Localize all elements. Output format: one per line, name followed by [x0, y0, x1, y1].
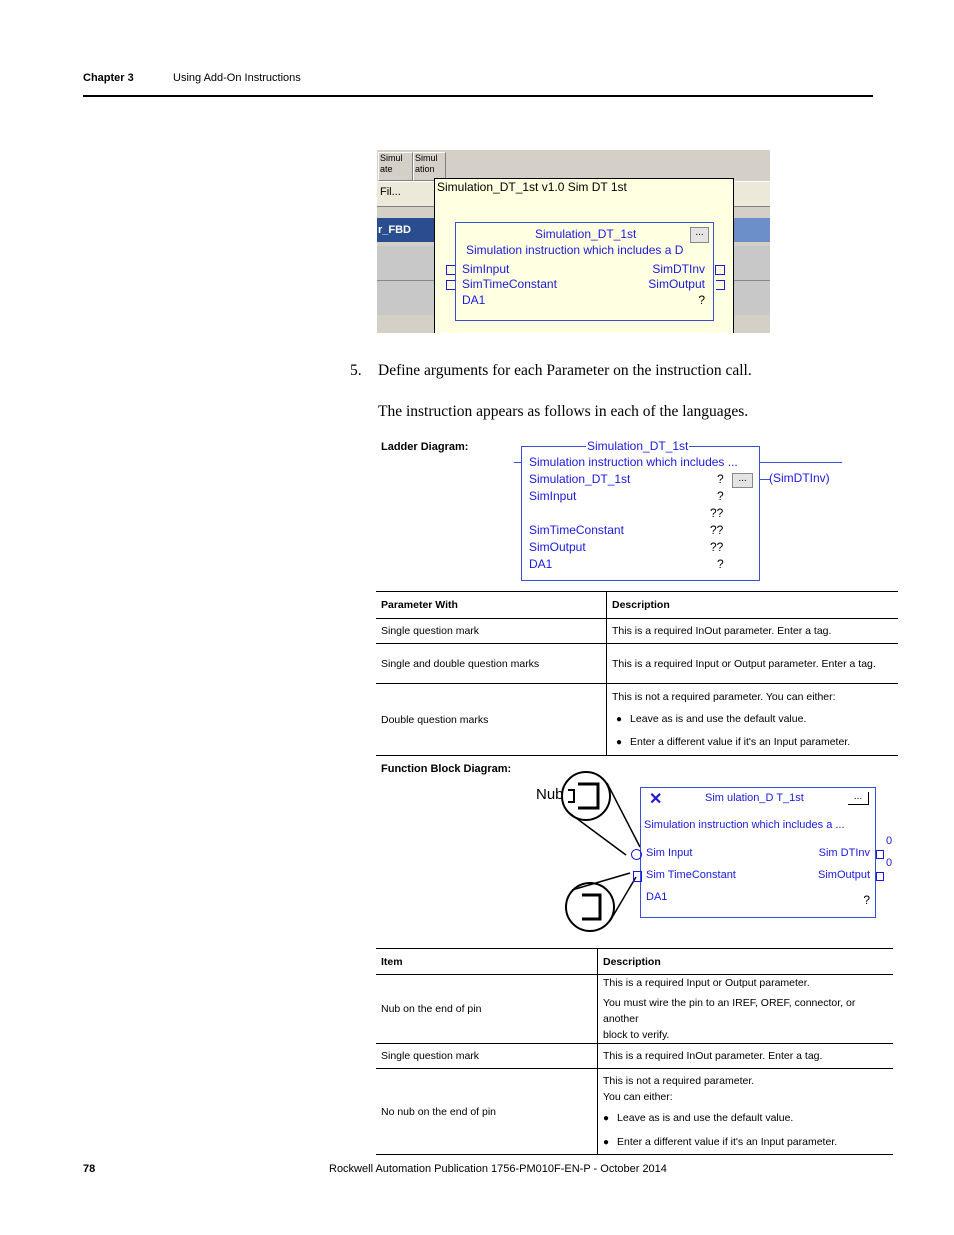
- ladder-row-val: ??: [710, 523, 724, 537]
- cell-line: You can either:: [603, 1090, 673, 1103]
- ladder-row-name: SimTimeConstant: [529, 523, 624, 537]
- fbd-pin-da1: DA1: [646, 891, 668, 903]
- ladder-block: [521, 439, 760, 581]
- fbd-pin-siminput: Sim Input: [646, 847, 693, 859]
- ladder-title: Simulation_DT_1st: [587, 439, 689, 453]
- fbd-da1-value: ?: [863, 893, 870, 907]
- ladder-coil: (SimDTInv): [769, 471, 830, 485]
- block-name: Simulation_DT_1st: [535, 227, 637, 241]
- fbd-output-value: 0: [886, 857, 893, 869]
- toolbar-button-simulation[interactable]: [413, 152, 446, 181]
- ladder-row-val: ??: [710, 506, 724, 520]
- block-description: Simulation instruction which includes a D: [466, 243, 684, 257]
- fbd-label: Function Block Diagram:: [381, 763, 512, 775]
- nub-icon: [716, 280, 725, 290]
- bullet-text: Enter a different value if it's an Input parameter.: [630, 735, 851, 748]
- header-rule: [83, 95, 873, 97]
- pin-siminput: SimInput: [462, 262, 510, 276]
- cell-line: This is not a required parameter. You can either:: [612, 690, 836, 703]
- table-cell: [598, 1069, 894, 1155]
- table-row: [376, 684, 898, 756]
- table-cell: [607, 684, 899, 756]
- fbd-ellipsis-button[interactable]: ...: [848, 792, 869, 805]
- tooltip-title: Simulation_DT_1st v1.0 Sim DT 1st: [437, 180, 627, 194]
- pin-da1-value: ?: [698, 293, 705, 307]
- chapter-label: Chapter 3: [83, 72, 134, 84]
- section-title: Using Add-On Instructions: [173, 72, 301, 84]
- bullet-icon: ●: [603, 1112, 610, 1124]
- toolbar-button-simulate[interactable]: [378, 152, 413, 181]
- bullet-item: [612, 708, 893, 731]
- close-icon[interactable]: ✕: [649, 791, 663, 808]
- bullet-text: Enter a different value if it's an Input parameter.: [617, 1135, 838, 1148]
- btn-line: Simul: [380, 153, 403, 163]
- btn-line: ation: [415, 164, 435, 174]
- bullet-text: Leave as is and use the default value.: [630, 712, 807, 725]
- ladder-row-val: ?: [717, 489, 724, 503]
- table-row: [376, 619, 898, 644]
- step-text: Define arguments for each Parameter on the instruction call.: [378, 362, 752, 379]
- nub-icon: [631, 849, 642, 860]
- fbd-block: [640, 787, 876, 918]
- bullet-item: [603, 1110, 888, 1127]
- parameter-table: [376, 591, 898, 756]
- nub-icon: [876, 872, 884, 881]
- instruction-tooltip: [434, 178, 734, 333]
- fbd-item-table: [376, 948, 893, 1155]
- bullet-item: [603, 1134, 888, 1151]
- fbd-pin-simtimeconstant: Sim TimeConstant: [646, 869, 736, 881]
- ladder-desc: Simulation instruction which includes ...: [529, 455, 738, 469]
- table-cell: Single and double question marks: [376, 644, 607, 684]
- ladder-row-val: ?: [717, 472, 724, 486]
- callout-line: [572, 873, 630, 890]
- nub-icon: [876, 850, 884, 859]
- table-cell: [598, 975, 894, 1044]
- file-menu[interactable]: Fil...: [380, 186, 401, 198]
- bullet-text: Leave as is and use the default value.: [617, 1111, 794, 1124]
- fbd-desc: Simulation instruction which includes a ...: [644, 819, 845, 831]
- ladder-row-name: SimOutput: [529, 540, 586, 554]
- table-cell: Single question mark: [376, 619, 607, 644]
- table-row: [376, 1044, 893, 1069]
- table-header: Description: [603, 955, 661, 968]
- nub-icon: [568, 790, 574, 802]
- instruction-block: [455, 222, 714, 321]
- table-cell: Nub on the end of pin: [376, 975, 598, 1044]
- table-row: [376, 644, 898, 684]
- ladder-row-name: SimInput: [529, 489, 577, 503]
- table-cell: This is a required InOut parameter. Enter a tag.: [603, 1050, 823, 1062]
- table-header: Description: [612, 599, 670, 611]
- table-cell: Double question marks: [376, 684, 607, 756]
- nub-icon: [578, 784, 598, 808]
- fbd-pin-simoutput: SimOutput: [818, 869, 870, 881]
- table-header: Parameter With: [376, 592, 607, 619]
- btn-line: Simul: [415, 153, 438, 163]
- table-cell: This is a required InOut parameter. Enter a tag.: [612, 625, 832, 637]
- ladder-row-val: ?: [717, 557, 724, 571]
- bullet-icon: ●: [616, 713, 623, 725]
- nub-callout-label: Nub: [536, 786, 564, 803]
- cell-line: block to verify.: [603, 1029, 670, 1041]
- pin-icon: [582, 895, 600, 919]
- ladder-ellipsis-button[interactable]: ...: [732, 473, 753, 488]
- pin-simtimeconstant: SimTimeConstant: [462, 277, 557, 291]
- fbd-output-value: 0: [886, 835, 893, 847]
- table-row: [376, 1069, 893, 1155]
- table-cell: No nub on the end of pin: [376, 1069, 598, 1155]
- fbd-tab[interactable]: r_FBD: [377, 218, 436, 242]
- fbd-title: Sim ulation_D T_1st: [705, 792, 804, 804]
- callout-line: [607, 783, 640, 847]
- publication-info: Rockwell Automation Publication 1756-PM010F-EN-P - October 2014: [329, 1163, 667, 1175]
- ladder-label: Ladder Diagram:: [381, 441, 469, 453]
- pin-simoutput: SimOutput: [648, 277, 705, 291]
- table-row: [376, 975, 893, 1044]
- block-ellipsis-button[interactable]: ...: [690, 227, 709, 243]
- bullet-icon: ●: [616, 736, 623, 748]
- ladder-row-name: DA1: [529, 557, 553, 571]
- pin-da1: DA1: [462, 293, 486, 307]
- nub-icon: [715, 265, 725, 275]
- cell-line: This is a required Input or Output parameter.: [603, 977, 810, 989]
- page-number: 78: [83, 1163, 96, 1175]
- pin-simdtinv: SimDTInv: [652, 262, 705, 276]
- btn-line: ate: [380, 164, 393, 174]
- software-screenshot: [377, 150, 770, 333]
- ladder-rung-right: [760, 462, 842, 463]
- table-cell: This is a required Input or Output parameter. Enter a tag.: [612, 657, 876, 670]
- callout-line: [610, 877, 636, 921]
- nub-icon: [446, 265, 455, 275]
- bullet-icon: ●: [603, 1136, 610, 1148]
- fbd-pin-simdtinv: Sim DTInv: [818, 847, 870, 859]
- intro-text: The instruction appears as follows in each of the languages.: [378, 403, 749, 420]
- table-cell: Single question mark: [376, 1044, 598, 1069]
- callout-line: [568, 812, 626, 855]
- cell-line: This is not a required parameter.: [603, 1074, 755, 1087]
- table-header: Item: [376, 949, 598, 975]
- ladder-row-name: Simulation_DT_1st: [529, 472, 631, 486]
- nub-icon: [446, 280, 455, 290]
- step-number: 5.: [350, 362, 362, 379]
- ladder-row-val: ??: [710, 540, 724, 554]
- bullet-item: [612, 731, 893, 754]
- nub-icon: [633, 871, 642, 882]
- cell-line: You must wire the pin to an IREF, OREF, connector, or another: [603, 997, 856, 1025]
